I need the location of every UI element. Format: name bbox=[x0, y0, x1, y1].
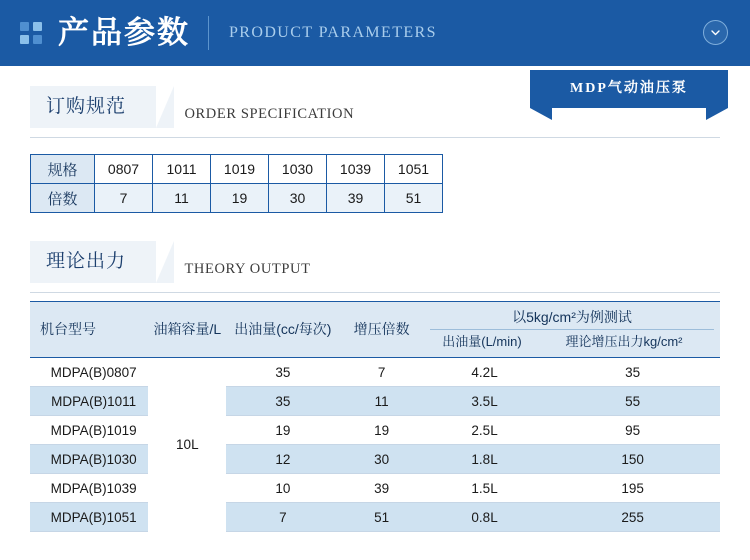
grid-icon-square-3 bbox=[20, 35, 29, 44]
cell-model: MDPA(B)1011 bbox=[30, 387, 148, 416]
spec-row-label: 倍数 bbox=[31, 184, 95, 213]
section-title-cn-2: 理论出力 bbox=[30, 241, 156, 283]
cell-lmin: 1.5L bbox=[424, 474, 545, 503]
spec-table-wrap bbox=[30, 154, 750, 213]
page-title: 产品参数 bbox=[58, 15, 190, 50]
cell-output: 19 bbox=[226, 416, 339, 445]
cell-model: MDPA(B)1019 bbox=[30, 416, 148, 445]
chevron-down-icon[interactable] bbox=[703, 20, 728, 45]
theory-table-wrap bbox=[30, 301, 750, 532]
section-title-en-1: ORDER SPECIFICATION bbox=[184, 106, 355, 122]
col-header-tank: 油箱容量/L bbox=[148, 302, 226, 358]
cell-model: MDPA(B)0807 bbox=[30, 358, 148, 387]
spec-cell: 1011 bbox=[153, 155, 211, 184]
spec-cell: 0807 bbox=[95, 155, 153, 184]
cell-theory-output: 195 bbox=[545, 474, 720, 503]
theory-output-table bbox=[30, 301, 720, 532]
grid-icon-square-2 bbox=[33, 22, 42, 31]
cell-tank-capacity: 10L bbox=[148, 358, 226, 532]
table-row bbox=[30, 358, 720, 387]
spec-cell: 1030 bbox=[269, 155, 327, 184]
spec-cell: 39 bbox=[327, 184, 385, 213]
col-header-lmin: 出油量(L/min) bbox=[442, 334, 522, 350]
cell-boost: 7 bbox=[339, 358, 424, 387]
spec-cell: 1051 bbox=[385, 155, 443, 184]
cell-output: 35 bbox=[226, 358, 339, 387]
product-ribbon-label: MDP气动油压泵 bbox=[530, 70, 728, 108]
cell-lmin: 4.2L bbox=[424, 358, 545, 387]
section-title-cn-1: 订购规范 bbox=[30, 86, 156, 128]
table-row bbox=[30, 387, 720, 416]
col-header-theory: 理论增压出力kg/cm² bbox=[565, 334, 683, 350]
spec-cell: 19 bbox=[211, 184, 269, 213]
grid-icon bbox=[0, 0, 58, 66]
table-row bbox=[30, 445, 720, 474]
cell-output: 10 bbox=[226, 474, 339, 503]
spec-cell: 7 bbox=[95, 184, 153, 213]
section-rule-2 bbox=[30, 292, 720, 293]
col-header-group-title: 以5kg/cm²为例测试 bbox=[430, 307, 714, 330]
cell-lmin: 2.5L bbox=[424, 416, 545, 445]
cell-lmin: 3.5L bbox=[424, 387, 545, 416]
page-subtitle: PRODUCT PARAMETERS bbox=[229, 24, 437, 41]
cell-model: MDPA(B)1030 bbox=[30, 445, 148, 474]
spec-cell: 51 bbox=[385, 184, 443, 213]
section-title-en-2: THEORY OUTPUT bbox=[184, 261, 311, 277]
col-header-boost: 增压倍数 bbox=[339, 302, 424, 358]
table-row bbox=[30, 474, 720, 503]
cell-lmin: 1.8L bbox=[424, 445, 545, 474]
spec-cell: 1019 bbox=[211, 155, 269, 184]
table-row bbox=[30, 503, 720, 532]
cell-theory-output: 55 bbox=[545, 387, 720, 416]
spec-cell: 11 bbox=[153, 184, 211, 213]
cell-boost: 51 bbox=[339, 503, 424, 532]
table-header-row bbox=[30, 302, 720, 358]
table-row bbox=[31, 184, 443, 213]
col-header-group-5kg bbox=[424, 302, 720, 358]
spec-row-label: 规格 bbox=[31, 155, 95, 184]
col-header-model: 机台型号 bbox=[30, 302, 148, 358]
cell-output: 35 bbox=[226, 387, 339, 416]
cell-model: MDPA(B)1039 bbox=[30, 474, 148, 503]
cell-theory-output: 150 bbox=[545, 445, 720, 474]
cell-theory-output: 95 bbox=[545, 416, 720, 445]
cell-output: 7 bbox=[226, 503, 339, 532]
grid-icon-square-4 bbox=[33, 35, 42, 44]
cell-boost: 11 bbox=[339, 387, 424, 416]
grid-icon-square-1 bbox=[20, 22, 29, 31]
cell-model: MDPA(B)1051 bbox=[30, 503, 148, 532]
table-row bbox=[30, 416, 720, 445]
cell-theory-output: 255 bbox=[545, 503, 720, 532]
section-rule-1 bbox=[30, 137, 720, 138]
cell-boost: 39 bbox=[339, 474, 424, 503]
spec-cell: 1039 bbox=[327, 155, 385, 184]
spec-cell: 30 bbox=[269, 184, 327, 213]
cell-boost: 30 bbox=[339, 445, 424, 474]
order-spec-table bbox=[30, 154, 443, 213]
section-theory-output bbox=[0, 241, 750, 287]
cell-theory-output: 35 bbox=[545, 358, 720, 387]
header-divider bbox=[208, 16, 209, 50]
cell-output: 12 bbox=[226, 445, 339, 474]
page-header bbox=[0, 0, 750, 66]
table-row bbox=[31, 155, 443, 184]
col-header-output: 出油量(cc/每次) bbox=[226, 302, 339, 358]
cell-boost: 19 bbox=[339, 416, 424, 445]
section-order-specification bbox=[0, 86, 750, 132]
cell-lmin: 0.8L bbox=[424, 503, 545, 532]
